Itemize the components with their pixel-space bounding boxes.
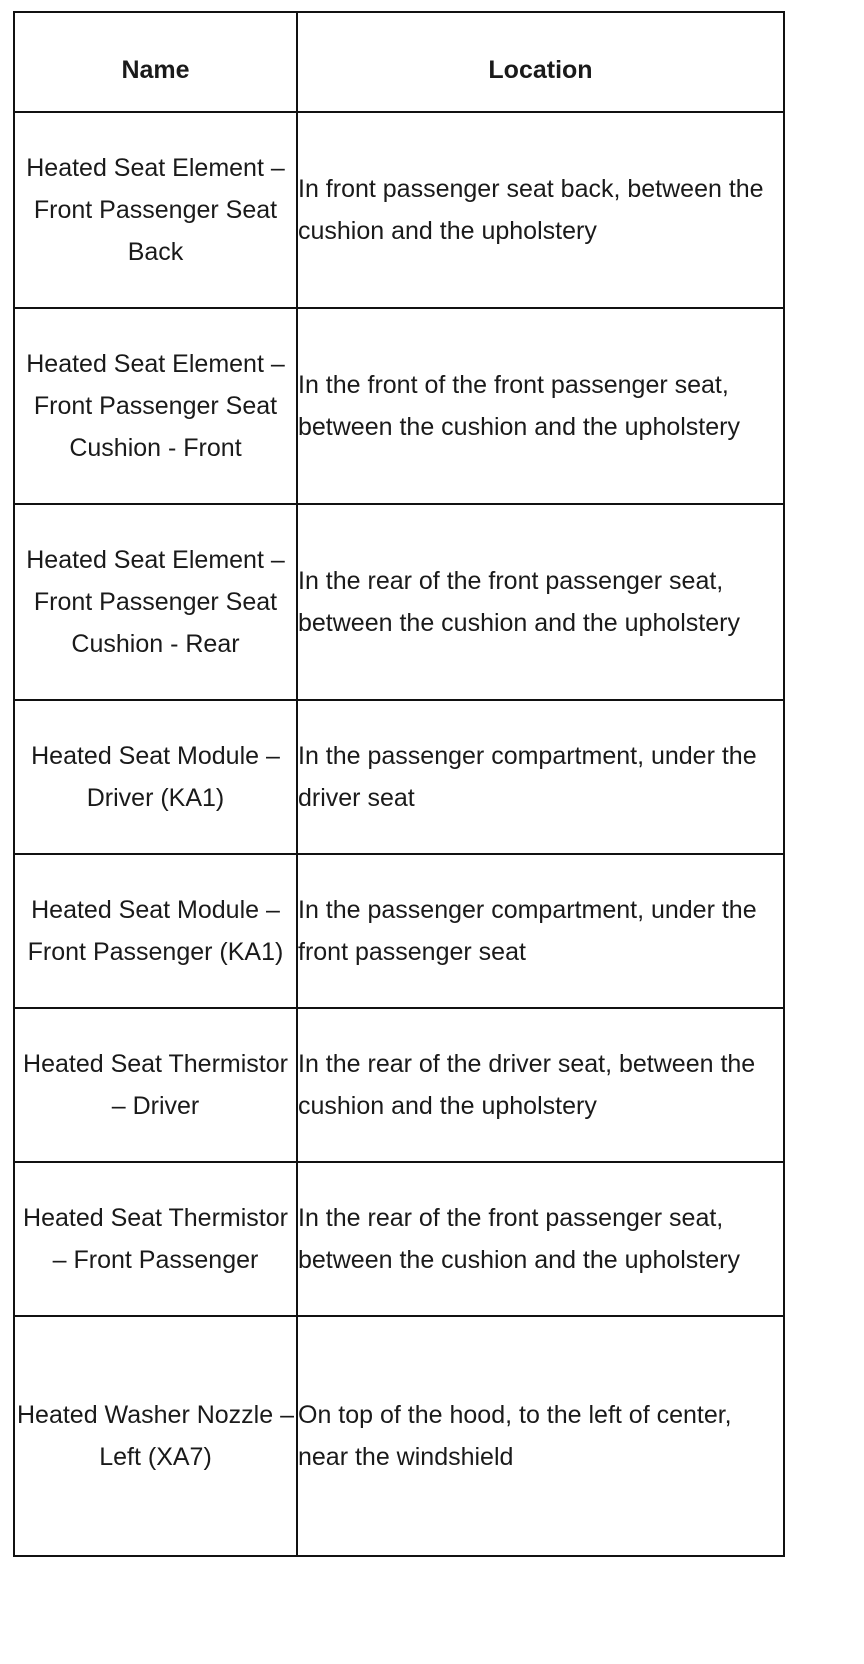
- component-location: In the passenger compartment, under the driver seat: [297, 700, 784, 854]
- component-location: In the rear of the front passenger seat, between the cushion and the upholstery: [297, 504, 784, 700]
- table-row: [14, 1008, 784, 1162]
- component-location-table: [13, 11, 785, 1557]
- component-location: In the rear of the driver seat, between the cushion and the upholstery: [297, 1008, 784, 1162]
- component-name: Heated Seat Module – Front Passenger (KA1): [14, 854, 297, 1008]
- component-name: Heated Seat Element – Front Passenger Seat Back: [14, 112, 297, 308]
- table-row: [14, 308, 784, 504]
- table-row: [14, 504, 784, 700]
- component-location: In the rear of the front passenger seat, between the cushion and the upholstery: [297, 1162, 784, 1316]
- component-location: In the front of the front passenger seat, between the cushion and the upholstery: [297, 308, 784, 504]
- name-column-header: Name: [14, 12, 297, 112]
- component-name: Heated Seat Module – Driver (KA1): [14, 700, 297, 854]
- component-location: In the passenger compartment, under the front passenger seat: [297, 854, 784, 1008]
- table-row: [14, 1162, 784, 1316]
- component-name: Heated Seat Element – Front Passenger Seat Cushion - Front: [14, 308, 297, 504]
- component-location: On top of the hood, to the left of center, near the windshield: [297, 1316, 784, 1556]
- location-column-header: Location: [297, 12, 784, 112]
- component-location: In front passenger seat back, between the cushion and the upholstery: [297, 112, 784, 308]
- component-name: Heated Seat Thermistor – Driver: [14, 1008, 297, 1162]
- component-name: Heated Seat Thermistor – Front Passenger: [14, 1162, 297, 1316]
- table-row: [14, 854, 784, 1008]
- component-name: Heated Seat Element – Front Passenger Seat Cushion - Rear: [14, 504, 297, 700]
- table-row: [14, 112, 784, 308]
- table-row: [14, 700, 784, 854]
- table-row: [14, 1316, 784, 1556]
- header-row: [14, 12, 784, 112]
- component-name: Heated Washer Nozzle – Left (XA7): [14, 1316, 297, 1556]
